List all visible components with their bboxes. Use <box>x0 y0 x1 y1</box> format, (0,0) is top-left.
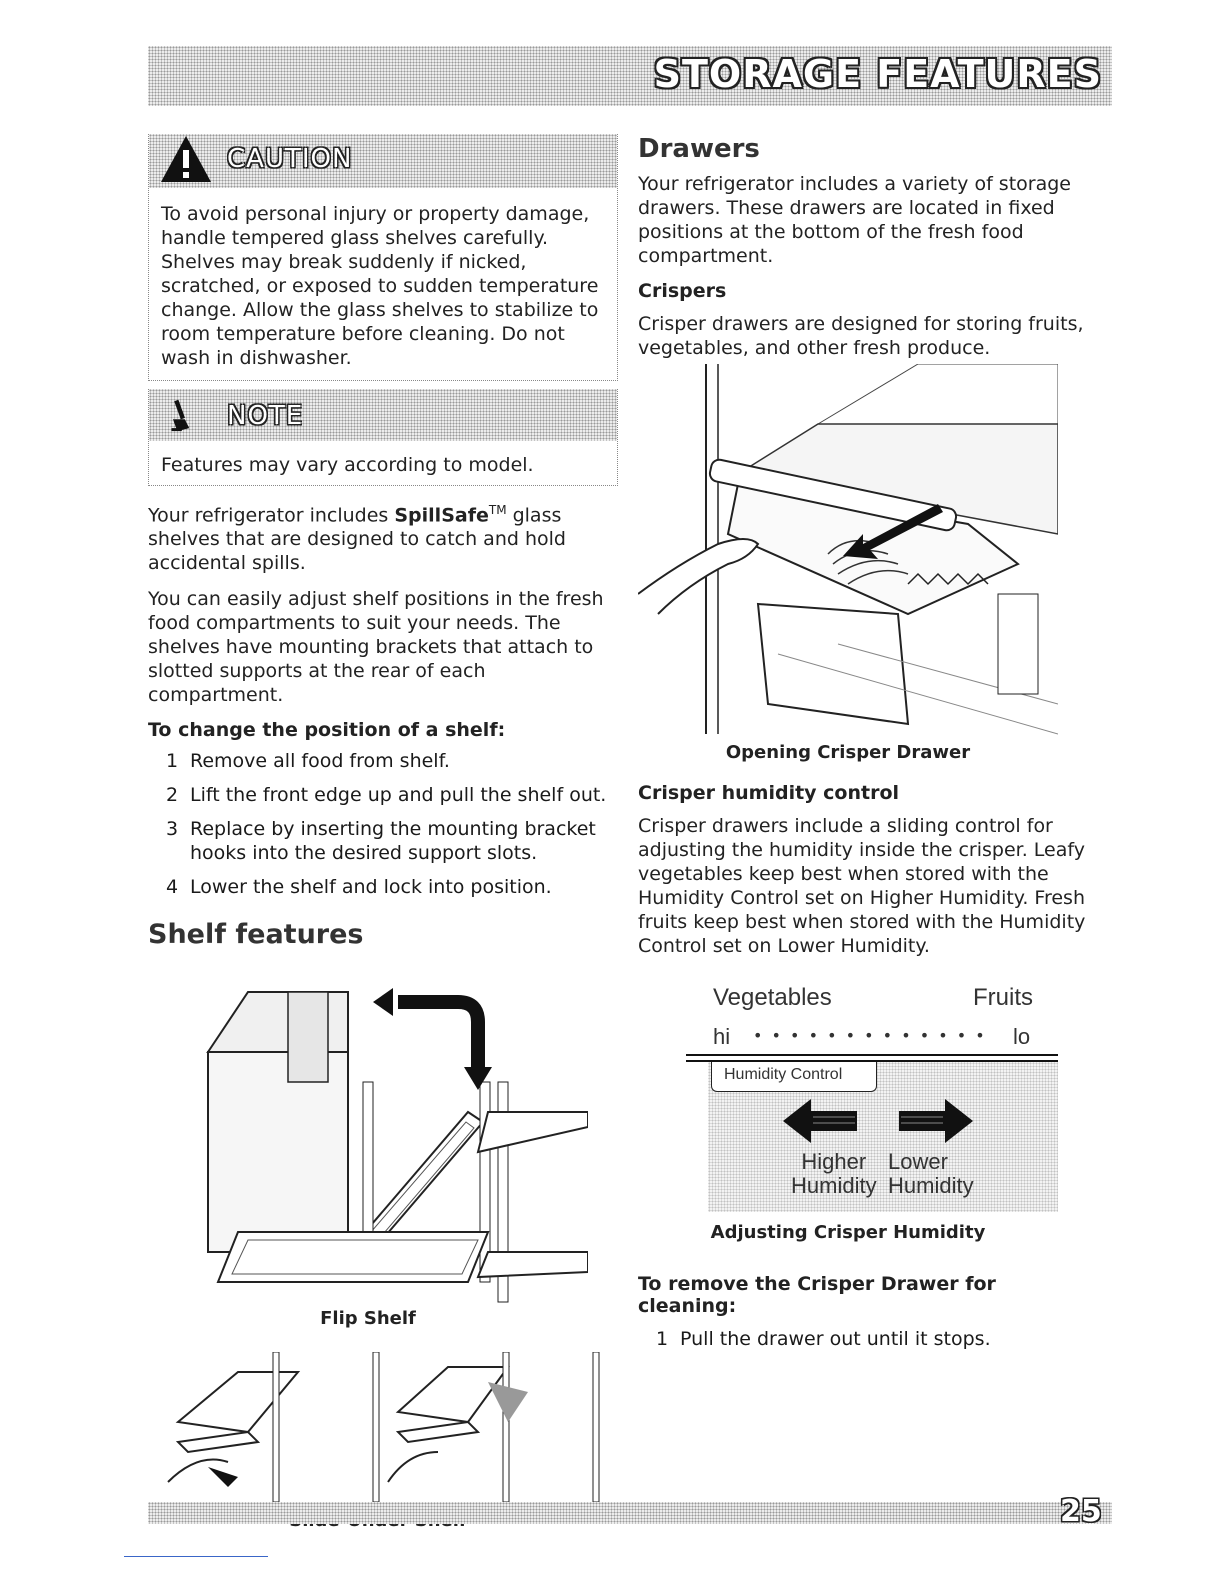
hi-label: hi <box>713 1024 731 1049</box>
lower-humidity-label <box>888 1150 974 1198</box>
change-shelf-steps <box>148 749 618 899</box>
adjust-shelves-paragraph: You can easily adjust shelf positions in the fresh food compartments to suit your needs. The shelves have mounting brackets that attach to slotted supports at the rear of each compartment. <box>148 588 604 707</box>
note-box <box>148 389 618 486</box>
caution-box <box>148 134 618 381</box>
note-title: NOTE <box>227 401 304 431</box>
list-item: 4 Lower the shelf and lock into position. <box>166 876 552 899</box>
page-number: 25 <box>1060 1494 1102 1529</box>
slide-under-figure <box>148 1352 608 1502</box>
humidity-control-slider[interactable]: Humidity Control <box>711 1062 877 1092</box>
list-item: 1 Pull the drawer out until it stops. <box>656 1328 991 1350</box>
rule-top <box>686 1054 1058 1056</box>
warning-triangle-icon <box>159 134 213 184</box>
list-item: 1 Remove all food from shelf. <box>166 750 450 773</box>
caution-text: To avoid personal injury or property damage, handle tempered glass shelves carefully. Shelves may break suddenly if nicked, scratched, or exposed to sudden temperature change. Allow the glass shelves to stabilize to room temperature before cleaning. Do not wash in dishwasher. <box>161 203 599 369</box>
shelf-features-heading: Shelf features <box>148 919 364 951</box>
remove-drawer-steps <box>638 1327 1098 1351</box>
remove-drawer-heading: To remove the Crisper Drawer for cleaning: <box>638 1273 996 1317</box>
crisper-drawer-caption: Opening Crisper Drawer <box>725 742 971 763</box>
note-text: Features may vary according to model. <box>161 454 534 476</box>
page-header-band <box>148 46 1112 106</box>
spillsafe-prefix: Your refrigerator includes <box>148 504 395 527</box>
lower-label: Lower <box>888 1149 948 1174</box>
list-item: 2 Lift the front edge up and pull the shelf out. <box>166 784 607 807</box>
vegetables-label: Vegetables <box>713 984 832 1011</box>
crisper-drawer-illustration <box>638 364 1058 740</box>
flip-shelf-figure <box>148 962 588 1330</box>
spillsafe-brand: SpillSafe <box>394 504 489 527</box>
page-footer-band <box>148 1502 1112 1524</box>
humidity-dots: • • • • • • • • • • • • • <box>753 1026 987 1045</box>
page-title: STORAGE FEATURES <box>653 52 1102 96</box>
humidity-caption: Adjusting Crisper Humidity <box>710 1222 986 1243</box>
humidity-paragraph: Crisper drawers include a sliding control for adjusting the humidity inside the crisper. Leafy vegetables keep best when stored with the Humidity Control set on Higher Humidity. Fresh fruits keep best when stored with the Humidity Control set on Lower Humidity. <box>638 815 1086 957</box>
higher-label: Higher <box>801 1149 867 1174</box>
humidity-diagram <box>683 982 1083 1212</box>
humidity-arrows <box>783 1097 973 1145</box>
crisper-drawer-figure <box>638 364 1058 764</box>
change-shelf-heading: To change the position of a shelf: <box>148 719 506 742</box>
left-column <box>148 134 618 1502</box>
spillsafe-paragraph <box>148 498 618 575</box>
arrow-left-icon <box>783 1099 857 1143</box>
right-column <box>638 134 1098 1361</box>
drawers-heading: Drawers <box>638 134 760 164</box>
lo-label: lo <box>1013 1024 1031 1049</box>
drawers-paragraph: Your refrigerator includes a variety of storage drawers. These drawers are located in fixed positions at the bottom of the fresh food compartment. <box>638 173 1071 267</box>
flip-shelf-illustration <box>148 962 588 1312</box>
higher-humidity-label <box>791 1150 877 1198</box>
note-header <box>149 389 617 441</box>
crispers-paragraph: Crisper drawers are designed for storing fruits, vegetables, and other fresh produce. <box>638 313 1084 359</box>
lower-humidity-word: Humidity <box>888 1173 974 1198</box>
list-item: 3 Replace by inserting the mounting bracket hooks into the desired support slots. <box>166 818 596 865</box>
caution-title: CAUTION <box>227 144 353 174</box>
bottom-blue-rule <box>124 1556 268 1557</box>
fruits-label: Fruits <box>973 984 1033 1011</box>
slide-under-illustration <box>148 1352 608 1502</box>
arrow-right-icon <box>899 1099 973 1143</box>
spillsafe-tm: TM <box>488 503 507 517</box>
pencil-hand-icon <box>167 397 207 437</box>
caution-header <box>149 134 617 188</box>
humidity-heading: Crisper humidity control <box>638 782 900 804</box>
crispers-heading: Crispers <box>638 280 727 302</box>
higher-humidity-word: Humidity <box>791 1173 877 1198</box>
spillsafe-suffix: glass shelves that are designed to catch and hold accidental spills. <box>148 504 566 575</box>
flip-shelf-caption: Flip Shelf <box>320 1308 416 1330</box>
